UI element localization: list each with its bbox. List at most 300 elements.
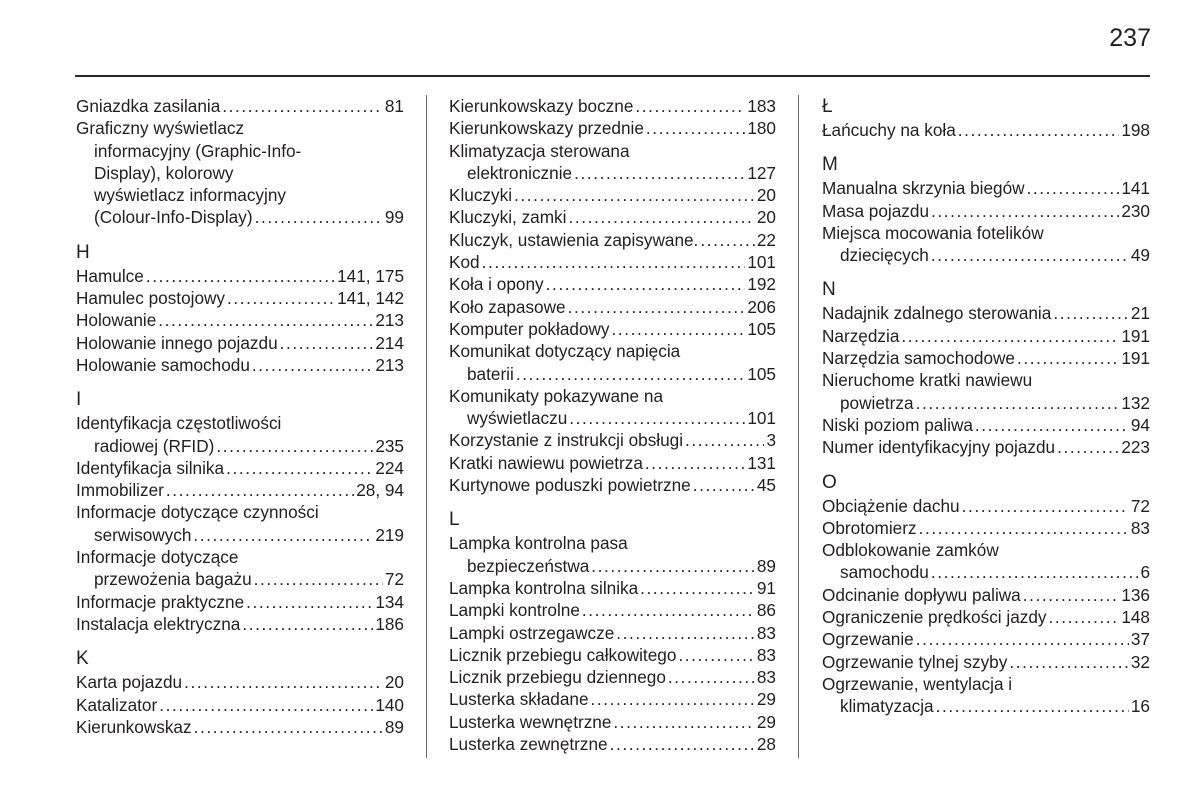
- index-entry: [822, 517, 1150, 539]
- index-entry: [449, 474, 776, 496]
- index-entry: [76, 117, 404, 228]
- index-entry-term: Lampka kontrolna silnika: [449, 577, 639, 598]
- index-entry-term: Display), kolorowy: [94, 162, 234, 183]
- index-entry: [76, 546, 404, 591]
- index-entry: [76, 671, 404, 693]
- index-entry: [449, 95, 776, 117]
- index-entry-line: [822, 200, 1150, 222]
- index-entry: [76, 694, 404, 716]
- index-entry-term: radiowej (RFID): [94, 435, 215, 456]
- index-entry-line: [449, 206, 776, 228]
- dot-leader: [514, 184, 755, 206]
- index-entry-line: [822, 347, 1150, 369]
- index-entry-term: Holowanie: [76, 310, 157, 331]
- dot-leader: [931, 244, 1129, 266]
- dot-leader: [700, 229, 755, 251]
- page-reference: 83: [1130, 517, 1150, 538]
- page-reference: 3: [766, 430, 776, 451]
- index-entry: [449, 206, 776, 228]
- index-entry-term: Ogrzewanie tylnej szyby: [822, 651, 1008, 672]
- index-group: [822, 471, 1150, 718]
- index-entry-term: baterii: [467, 363, 514, 384]
- dot-leader: [216, 435, 373, 457]
- index-entry-term: klimatyzacja: [840, 696, 934, 717]
- index-entry-term: Instalacja elektryczna: [76, 613, 241, 634]
- index-group: [822, 153, 1150, 266]
- index-entry: [76, 501, 404, 546]
- dot-leader: [1027, 177, 1120, 199]
- page-reference: 213: [375, 354, 404, 375]
- index-entry-term: Kluczyk, ustawienia zapisywane.: [449, 229, 699, 250]
- dot-leader: [1023, 584, 1120, 606]
- index-entry-term: Lampki kontrolne: [449, 600, 580, 621]
- index-entry-term: Gniazdka zasilania: [76, 96, 221, 116]
- index-entry-line: [76, 162, 404, 184]
- index-entry-line: [449, 644, 776, 666]
- dot-leader: [1009, 651, 1129, 673]
- index-entry-line: [449, 385, 776, 407]
- page-reference: 37: [1130, 629, 1150, 650]
- index-entry-line: [76, 671, 404, 693]
- dot-leader: [1017, 347, 1119, 369]
- index-group: [449, 508, 776, 755]
- dot-leader: [568, 206, 754, 228]
- index-entry: [76, 457, 404, 479]
- page-reference: 83: [756, 667, 776, 688]
- index-entry-term: Informacje dotyczące: [76, 547, 239, 568]
- index-entry-term: Manualna skrzynia biegów: [822, 178, 1025, 199]
- page-reference: 206: [747, 296, 776, 317]
- index-entry: [822, 414, 1150, 436]
- index-entry-term: Koła i opony: [449, 274, 544, 295]
- index-entry: [76, 287, 404, 309]
- index-entry: [822, 651, 1150, 673]
- index-entry-term: elektronicznie: [467, 162, 573, 183]
- page-reference: 105: [747, 318, 776, 339]
- index-entry-term: Lusterka zewnętrzne: [449, 734, 608, 755]
- dot-leader: [227, 287, 335, 309]
- column-divider: [426, 95, 427, 758]
- index-entry-line: [449, 95, 776, 117]
- page-reference: 28, 94: [356, 480, 404, 501]
- index-entry-term: Ogrzewanie: [822, 629, 914, 650]
- index-entry-term: Kluczyki, zamki: [449, 207, 567, 228]
- index-entry-term: Lusterka składane: [449, 689, 589, 710]
- page-reference: 21: [1130, 303, 1150, 324]
- index-entry-line: [449, 162, 776, 184]
- index-entry-term: powietrza: [840, 392, 914, 413]
- index-entry-line: [449, 229, 776, 251]
- page-reference: 16: [1130, 696, 1150, 717]
- index-entry-term: Klimatyzacja sterowana: [449, 140, 630, 161]
- dot-leader: [252, 354, 373, 376]
- index-entry-term: Nieruchome kratki nawiewu: [822, 370, 1033, 391]
- index-entry: [449, 599, 776, 621]
- index-entry-term: bezpieczeństwa: [467, 555, 590, 576]
- index-entry: [449, 318, 776, 340]
- index-group: [76, 647, 404, 738]
- index-entry-term: Numer identyfikacyjny pojazdu: [822, 437, 1056, 458]
- index-entry-term: Lampki ostrzegawcze: [449, 622, 615, 643]
- index-entry: [822, 606, 1150, 628]
- dot-leader: [678, 644, 754, 666]
- page-reference: 105: [747, 363, 776, 384]
- index-entry-term: Niski poziom paliwa: [822, 414, 973, 435]
- page-reference: 132: [1121, 392, 1150, 413]
- index-entry-term: przewożenia bagażu: [94, 569, 252, 590]
- page-reference: 101: [747, 252, 776, 273]
- page-reference: 72: [384, 569, 404, 590]
- dot-leader: [569, 407, 745, 429]
- page-reference: 29: [756, 689, 776, 710]
- index-entry-line: [822, 222, 1150, 244]
- dot-leader: [916, 628, 1129, 650]
- index-entry-line: [449, 711, 776, 733]
- index-entry-line: [76, 206, 404, 228]
- index-entry-line: [76, 117, 404, 139]
- index-entry: [76, 265, 404, 287]
- page-reference: 224: [375, 457, 404, 478]
- index-entry-term: Kierunkowskazy przednie: [449, 118, 644, 139]
- index-entry-line: [449, 429, 776, 451]
- index-entry: [822, 302, 1150, 324]
- page-reference: 136: [1121, 584, 1150, 605]
- page-reference: 86: [756, 600, 776, 621]
- dot-leader: [574, 162, 745, 184]
- index-entry-term: Obciążenie dachu: [822, 495, 960, 516]
- dot-leader: [516, 363, 746, 385]
- index-entry: [449, 532, 776, 577]
- index-entry-line: [822, 436, 1150, 458]
- index-entry-line: [449, 273, 776, 295]
- page-reference: 191: [1121, 348, 1150, 369]
- page-reference: 141, 175: [337, 265, 404, 286]
- index-entry-line: [822, 695, 1150, 717]
- page-reference: 235: [375, 435, 404, 456]
- index-entry-line: [822, 414, 1150, 436]
- page-reference: 141: [1121, 178, 1150, 199]
- dot-leader: [246, 591, 373, 613]
- index-entry: [449, 577, 776, 599]
- index-entry-line: [822, 606, 1150, 628]
- dot-leader: [280, 332, 374, 354]
- index-entry-line: [822, 628, 1150, 650]
- index-entry-line: [822, 177, 1150, 199]
- index-entry: [449, 229, 776, 251]
- page-reference: 131: [747, 452, 776, 473]
- index-entry-line: [76, 435, 404, 457]
- index-entry: [822, 628, 1150, 650]
- page-reference: 20: [384, 672, 404, 693]
- index-entry-line: [449, 318, 776, 340]
- index-entry: [449, 429, 776, 451]
- index-entry-line: [449, 407, 776, 429]
- index-group: [76, 241, 404, 376]
- index-entry-line: [76, 694, 404, 716]
- index-entry-line: [449, 363, 776, 385]
- index-entry-term: Hamulec postojowy: [76, 288, 226, 309]
- index-entry-line: [76, 287, 404, 309]
- index-entry: [449, 622, 776, 644]
- index-entry: [449, 296, 776, 318]
- index-entry-term: Narzędzia samochodowe: [822, 348, 1015, 369]
- page-reference: 89: [384, 716, 404, 737]
- index-entry: [822, 177, 1150, 199]
- index-entry: [449, 340, 776, 385]
- index-entry: [449, 688, 776, 710]
- index-entry-term: Informacje praktyczne: [76, 591, 245, 612]
- page-reference: 230: [1121, 200, 1150, 221]
- index-entry-term: Miejsca mocowania fotelików: [822, 222, 1044, 243]
- index-letter-heading: L: [449, 509, 460, 531]
- index-entry-line: [822, 369, 1150, 391]
- index-entry: [76, 591, 404, 613]
- index-entry: [449, 117, 776, 139]
- index-entry-line: [822, 539, 1150, 561]
- page-reference: 20: [756, 185, 776, 206]
- index-entry: [822, 200, 1150, 222]
- index-entry-term: Identyfikacja silnika: [76, 457, 225, 478]
- index-entry-term: Korzystanie z instrukcji obsługi: [449, 430, 684, 451]
- index-entry-line: [449, 532, 776, 554]
- index-entry-term: Licznik przebiegu całkowitego: [449, 644, 677, 665]
- page-reference: 148: [1121, 607, 1150, 628]
- page-reference: 29: [756, 711, 776, 732]
- page-reference: 45: [756, 475, 776, 496]
- index-entry: [449, 140, 776, 185]
- dot-leader: [610, 733, 755, 755]
- index-entry-term: Kierunkowskaz: [76, 716, 192, 737]
- index-entry-line: [449, 184, 776, 206]
- index-entry-line: [822, 584, 1150, 606]
- index-entry-line: [76, 184, 404, 206]
- header-rule: [75, 75, 1150, 77]
- dot-leader: [255, 206, 383, 228]
- page-reference: 140: [375, 694, 404, 715]
- index-entry-term: Holowanie innego pojazdu: [76, 332, 278, 353]
- index-entry-line: [449, 340, 776, 362]
- dot-leader: [646, 117, 745, 139]
- index-entry-line: [449, 474, 776, 496]
- dot-leader: [645, 452, 745, 474]
- index-entry-term: Kurtynowe poduszki powietrzne: [449, 475, 691, 496]
- page-reference: 83: [756, 622, 776, 643]
- dot-leader: [612, 318, 746, 340]
- index-entry-term: samochodu: [840, 562, 929, 583]
- index-entry-term: Ogrzewanie, wentylacja i: [822, 673, 1013, 694]
- index-group: [449, 95, 776, 496]
- page-reference: 141, 142: [337, 288, 404, 309]
- index-entry-line: [76, 457, 404, 479]
- index-entry-line: [449, 622, 776, 644]
- index-entry-term: Koło zapasowe: [449, 296, 566, 317]
- dot-leader: [194, 716, 383, 738]
- page-reference: 101: [747, 408, 776, 429]
- index-entry-term: wyświetlacz informacyjny: [94, 185, 286, 206]
- page-reference: 81: [384, 96, 404, 116]
- page-reference: 89: [756, 555, 776, 576]
- index-entry-term: (Colour-Info-Display): [94, 207, 253, 228]
- index-entry: [76, 309, 404, 331]
- page-reference: 6: [1140, 562, 1150, 583]
- dot-leader: [222, 95, 383, 117]
- index-group: [76, 95, 404, 229]
- index-entry-line: [822, 651, 1150, 673]
- index-entry-line: [449, 688, 776, 710]
- dot-leader: [616, 622, 755, 644]
- index-entry-term: Licznik przebiegu dziennego: [449, 667, 666, 688]
- dot-leader: [931, 561, 1139, 583]
- index-entry: [76, 716, 404, 738]
- index-entry-line: [76, 501, 404, 523]
- dot-leader: [226, 457, 373, 479]
- index-entry-term: Kluczyki: [449, 185, 513, 206]
- index-entry: [822, 539, 1150, 584]
- index-entry-line: [449, 140, 776, 162]
- index-entry-term: Komputer pokładowy: [449, 318, 610, 339]
- dot-leader: [482, 251, 746, 273]
- index-group: [822, 278, 1150, 458]
- index-column-2: [449, 95, 776, 755]
- index-entry-line: [822, 302, 1150, 324]
- page-reference: 28: [756, 734, 776, 755]
- page-reference: 127: [747, 162, 776, 183]
- index-entry: [449, 273, 776, 295]
- index-entry-term: informacyjny (Graphic-Info-: [94, 140, 302, 161]
- index-entry: [76, 332, 404, 354]
- page-reference: 219: [375, 524, 404, 545]
- page-reference: 22: [756, 229, 776, 250]
- dot-leader: [962, 495, 1129, 517]
- dot-leader: [1053, 302, 1129, 324]
- index-entry-line: [449, 733, 776, 755]
- index-entry-term: Łańcuchy na koła: [822, 120, 956, 140]
- index-entry-line: [76, 479, 404, 501]
- dot-leader: [166, 479, 354, 501]
- dot-leader: [975, 414, 1129, 436]
- dot-leader: [1057, 436, 1119, 458]
- index-entry-line: [822, 673, 1150, 695]
- index-entry-term: Lampka kontrolna pasa: [449, 533, 628, 554]
- index-entry-term: Komunikat dotyczący napięcia: [449, 341, 681, 362]
- page-reference: 91: [756, 577, 776, 598]
- dot-leader: [668, 666, 755, 688]
- dot-leader: [158, 309, 373, 331]
- index-entry: [449, 666, 776, 688]
- index-entry-term: Karta pojazdu: [76, 672, 183, 693]
- index-entry-term: Masa pojazdu: [822, 200, 930, 221]
- index-entry-term: dziecięcych: [840, 245, 929, 266]
- index-entry-line: [822, 561, 1150, 583]
- index-entry-line: [449, 296, 776, 318]
- dot-leader: [254, 568, 383, 590]
- page-reference: 192: [747, 274, 776, 295]
- index-entry-line: [449, 666, 776, 688]
- dot-leader: [1049, 606, 1120, 628]
- page-reference: 214: [375, 332, 404, 353]
- dot-leader: [146, 265, 335, 287]
- dot-leader: [193, 524, 373, 546]
- dot-leader: [591, 555, 755, 577]
- index-entry-term: Informacje dotyczące czynności: [76, 502, 319, 523]
- dot-leader: [613, 711, 754, 733]
- dot-leader: [936, 695, 1129, 717]
- page-number: 237: [1109, 24, 1151, 52]
- index-entry-line: [76, 546, 404, 568]
- index-entry: [76, 479, 404, 501]
- index-entry: [822, 673, 1150, 718]
- index-entry: [449, 452, 776, 474]
- dot-leader: [546, 273, 746, 295]
- page-reference: 134: [375, 591, 404, 612]
- dot-leader: [958, 119, 1120, 141]
- page-reference: 99: [384, 207, 404, 228]
- index-entry-line: [76, 568, 404, 590]
- index-entry: [822, 325, 1150, 347]
- dot-leader: [919, 517, 1129, 539]
- dot-leader: [901, 325, 1119, 347]
- dot-leader: [582, 599, 755, 621]
- dot-leader: [184, 671, 383, 693]
- dot-leader: [693, 474, 755, 496]
- column-divider: [798, 95, 799, 758]
- dot-leader: [568, 296, 746, 318]
- page-reference: 183: [747, 96, 776, 116]
- index-entry: [76, 613, 404, 635]
- page-reference: 83: [756, 644, 776, 665]
- index-entry: [76, 95, 404, 117]
- index-letter-heading: Ł: [822, 96, 833, 117]
- index-entry-line: [76, 524, 404, 546]
- index-entry-line: [449, 452, 776, 474]
- index-column-3: [822, 95, 1150, 718]
- index-entry-term: Kierunkowskazy boczne: [449, 96, 634, 116]
- index-entry-line: [76, 309, 404, 331]
- dot-leader: [916, 392, 1120, 414]
- dot-leader: [685, 429, 764, 451]
- index-entry-term: Hamulce: [76, 265, 144, 286]
- index-entry-line: [76, 332, 404, 354]
- index-entry-term: Identyfikacja częstotliwości: [76, 413, 282, 434]
- index-entry-term: Lusterka wewnętrzne: [449, 711, 612, 732]
- index-entry-term: Obrotomierz: [822, 517, 917, 538]
- index-entry-line: [449, 251, 776, 273]
- index-entry-line: [449, 117, 776, 139]
- index-entry: [822, 584, 1150, 606]
- index-group: [822, 95, 1150, 141]
- index-entry: [822, 436, 1150, 458]
- index-letter-heading: M: [822, 154, 838, 176]
- index-entry: [449, 733, 776, 755]
- dot-leader: [931, 200, 1119, 222]
- index-entry: [822, 222, 1150, 267]
- index-entry-line: [449, 577, 776, 599]
- index-entry-line: [822, 119, 1150, 141]
- page-reference: 49: [1130, 245, 1150, 266]
- page-reference: 32: [1130, 651, 1150, 672]
- index-entry: [76, 412, 404, 457]
- dot-leader: [591, 688, 755, 710]
- index-entry: [449, 644, 776, 666]
- index-entry-term: Kratki nawiewu powietrza: [449, 452, 643, 473]
- dot-leader: [159, 694, 373, 716]
- index-entry-line: [76, 412, 404, 434]
- index-entry: [449, 385, 776, 430]
- index-letter-heading: K: [76, 648, 89, 670]
- index-entry-term: serwisowych: [94, 524, 192, 545]
- index-entry-line: [76, 354, 404, 376]
- index-entry: [76, 354, 404, 376]
